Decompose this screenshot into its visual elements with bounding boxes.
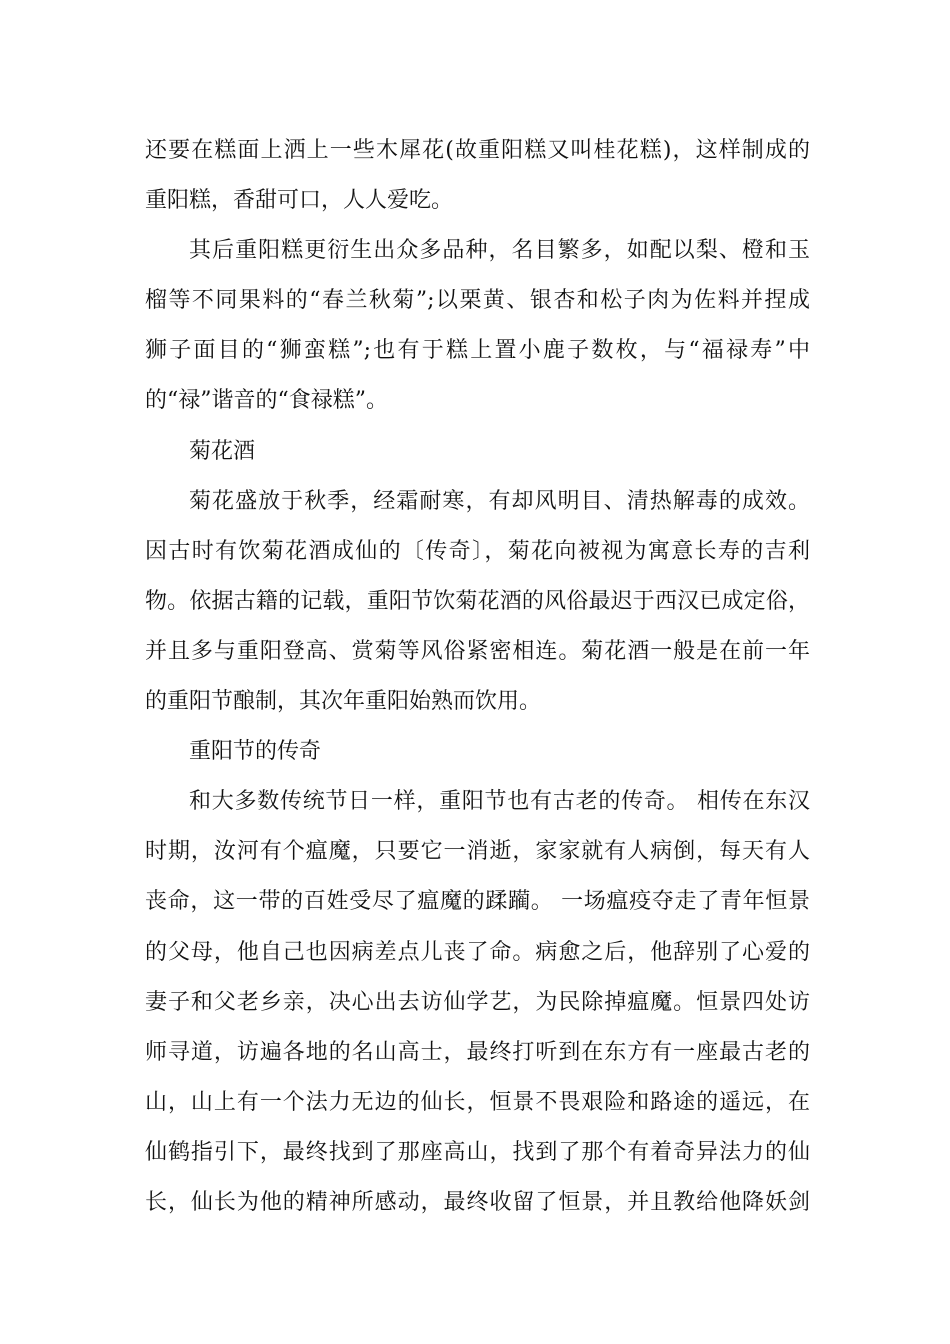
- text-line: 师寻道，访遍各地的名山高士，最终打听到在东方有一座最古老的: [145, 1039, 810, 1065]
- text-line: 榴等不同果料的“春兰秋菊”;以栗黄、银杏和松子肉为佐料并捏成: [145, 288, 810, 314]
- section-heading: 菊花酒: [189, 438, 256, 464]
- body-text: [145, 131, 810, 1233]
- text-line: 时期，汝河有个瘟魔，只要它一消逝，家家就有人病倒，每天有人: [145, 839, 810, 865]
- text-line: 物。依据古籍的记载，重阳节饮菊花酒的风俗最迟于西汉已成定俗，: [145, 588, 810, 614]
- text-line: 的“禄”谐音的“食禄糕”。: [145, 388, 388, 414]
- text-line: 和大多数传统节日一样，重阳节也有古老的传奇。 相传在东汉: [189, 789, 810, 815]
- text-line: 还要在糕面上洒上一些木犀花(故重阳糕又叫桂花糕)，这样制成的: [145, 138, 810, 163]
- text-line: 并且多与重阳登高、赏菊等风俗紧密相连。菊花酒一般是在前一年: [145, 638, 810, 664]
- text-line: 山，山上有一个法力无边的仙长，恒景不畏艰险和路途的遥远，在: [145, 1089, 810, 1115]
- text-line: 因古时有饮菊花酒成仙的〔传奇〕，菊花向被视为寓意长寿的吉利: [145, 538, 810, 564]
- text-line: 仙鹤指引下，最终找到了那座高山，找到了那个有着奇异法力的仙: [145, 1139, 810, 1165]
- text-line: 重阳糕，香甜可口，人人爱吃。: [145, 188, 454, 214]
- text-line: 狮子面目的“狮蛮糕”;也有于糕上置小鹿子数枚，与“福禄寿”中: [145, 338, 810, 364]
- text-line: 菊花盛放于秋季，经霜耐寒，有却风明目、清热解毒的成效。: [189, 488, 810, 514]
- text-line: 丧命，这一带的百姓受尽了瘟魔的蹂躏。 一场瘟疫夺走了青年恒景: [145, 889, 810, 915]
- text-line: 妻子和父老乡亲，决心出去访仙学艺，为民除掉瘟魔。恒景四处访: [145, 989, 810, 1015]
- text-line: 的重阳节酿制，其次年重阳始熟而饮用。: [145, 689, 542, 715]
- section-heading: 重阳节的传奇: [189, 739, 322, 765]
- text-line: 长，仙长为他的精神所感动，最终收留了恒景，并且教给他降妖剑: [145, 1189, 810, 1215]
- text-line: 其后重阳糕更衍生出众多品种，名目繁多，如配以梨、橙和玉: [189, 238, 810, 264]
- text-line: 的父母，他自己也因病差点儿丧了命。病愈之后，他辞别了心爱的: [145, 939, 810, 965]
